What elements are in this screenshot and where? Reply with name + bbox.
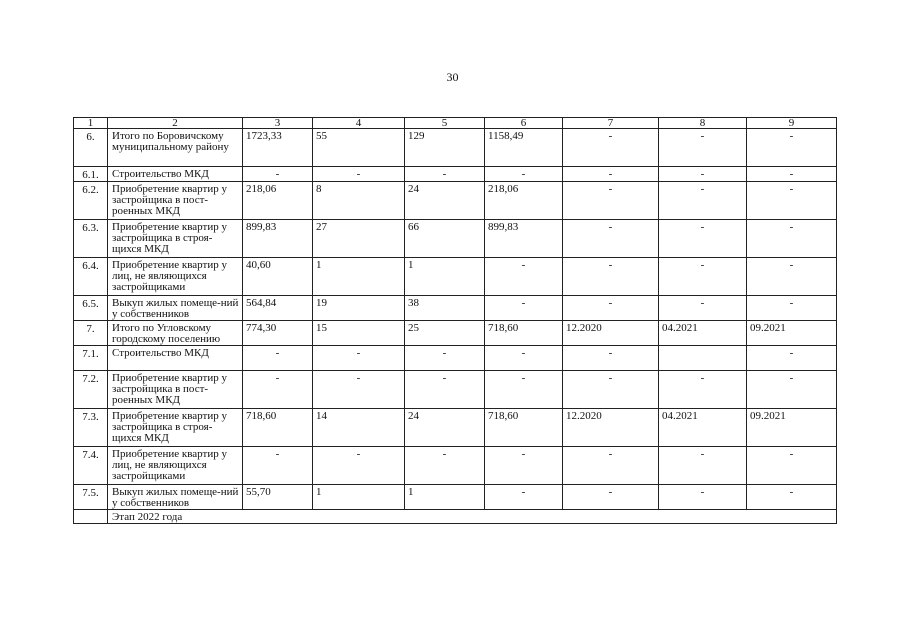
column-header: 2: [108, 118, 243, 129]
cell-value: -: [747, 296, 837, 321]
cell-value: 09.2021: [747, 321, 837, 346]
table-row: [74, 447, 837, 485]
cell-value: -: [747, 129, 837, 167]
row-name: Приобретение квартир у застройщика в строя-щихся МКД: [108, 220, 243, 258]
cell-value: -: [405, 167, 485, 182]
cell-value: [659, 346, 747, 371]
cell-value: 19: [313, 296, 405, 321]
row-name: Итого по Боровичскому муниципальному району: [108, 129, 243, 167]
cell-value: -: [563, 371, 659, 409]
cell-value: 1: [405, 258, 485, 296]
row-name: Строительство МКД: [108, 346, 243, 371]
cell-value: 1: [313, 258, 405, 296]
cell-value: 899,83: [485, 220, 563, 258]
cell-value: -: [563, 258, 659, 296]
cell-value: -: [313, 447, 405, 485]
cell-value: -: [563, 129, 659, 167]
cell-value: -: [659, 167, 747, 182]
cell-value: 38: [405, 296, 485, 321]
cell-value: 40,60: [243, 258, 313, 296]
table-row: [74, 129, 837, 167]
cell-value: 15: [313, 321, 405, 346]
cell-value: -: [659, 220, 747, 258]
cell-value: -: [563, 447, 659, 485]
table-header-row: [74, 118, 837, 129]
cell-value: -: [313, 371, 405, 409]
cell-value: 718,60: [243, 409, 313, 447]
cell-value: 25: [405, 321, 485, 346]
cell-value: 55: [313, 129, 405, 167]
cell-value: 564,84: [243, 296, 313, 321]
row-name: Выкуп жилых помеще-ний у собственников: [108, 485, 243, 510]
cell-value: -: [659, 485, 747, 510]
table-row: [74, 296, 837, 321]
cell-value: -: [563, 182, 659, 220]
cell-value: 718,60: [485, 409, 563, 447]
cell-value: 1158,49: [485, 129, 563, 167]
column-header: 1: [74, 118, 108, 129]
resettlement-table: [73, 117, 837, 524]
cell-value: 12.2020: [563, 321, 659, 346]
cell-value: -: [747, 447, 837, 485]
cell-value: -: [659, 447, 747, 485]
row-number: 6.5.: [74, 296, 108, 321]
cell-value: -: [659, 371, 747, 409]
cell-value: -: [747, 371, 837, 409]
cell-value: 1723,33: [243, 129, 313, 167]
cell-value: 1: [313, 485, 405, 510]
cell-value: -: [243, 447, 313, 485]
cell-value: -: [243, 346, 313, 371]
cell-value: 218,06: [243, 182, 313, 220]
cell-value: 24: [405, 409, 485, 447]
row-number: [74, 510, 108, 524]
cell-value: 218,06: [485, 182, 563, 220]
cell-value: -: [747, 485, 837, 510]
cell-value: 04.2021: [659, 321, 747, 346]
row-number: 7.5.: [74, 485, 108, 510]
cell-value: 24: [405, 182, 485, 220]
table-row: [74, 485, 837, 510]
table-row: [74, 258, 837, 296]
cell-value: -: [563, 167, 659, 182]
cell-value: -: [747, 182, 837, 220]
row-number: 7.4.: [74, 447, 108, 485]
row-name: Приобретение квартир у лиц, не являющихся застройщиками: [108, 447, 243, 485]
table-row: [74, 321, 837, 346]
column-header: 6: [485, 118, 563, 129]
row-name: Итого по Угловскому городскому поселению: [108, 321, 243, 346]
row-number: 6.1.: [74, 167, 108, 182]
cell-value: -: [485, 296, 563, 321]
row-name: Приобретение квартир у лиц, не являющихся застройщиками: [108, 258, 243, 296]
row-number: 7.1.: [74, 346, 108, 371]
column-header: 3: [243, 118, 313, 129]
cell-value: 55,70: [243, 485, 313, 510]
row-number: 7.2.: [74, 371, 108, 409]
cell-value: 8: [313, 182, 405, 220]
cell-value: -: [563, 296, 659, 321]
row-number: 6.4.: [74, 258, 108, 296]
cell-value: 718,60: [485, 321, 563, 346]
row-number: 6.: [74, 129, 108, 167]
page-number: 30: [446, 70, 459, 84]
cell-value: -: [485, 258, 563, 296]
cell-value: -: [563, 220, 659, 258]
cell-value: 12.2020: [563, 409, 659, 447]
stage-row: [74, 510, 837, 524]
cell-value: 27: [313, 220, 405, 258]
cell-value: -: [405, 447, 485, 485]
cell-value: 1: [405, 485, 485, 510]
cell-value: -: [659, 258, 747, 296]
row-number: 6.2.: [74, 182, 108, 220]
row-name: Строительство МКД: [108, 167, 243, 182]
column-header: 9: [747, 118, 837, 129]
column-header: 4: [313, 118, 405, 129]
cell-value: -: [485, 371, 563, 409]
cell-value: 774,30: [243, 321, 313, 346]
row-name: Приобретение квартир у застройщика в строя-щихся МКД: [108, 409, 243, 447]
cell-value: 09.2021: [747, 409, 837, 447]
cell-value: -: [485, 167, 563, 182]
cell-value: 899,83: [243, 220, 313, 258]
cell-value: -: [659, 296, 747, 321]
cell-value: -: [313, 346, 405, 371]
row-name: Выкуп жилых помеще-ний у собственников: [108, 296, 243, 321]
table-row: [74, 371, 837, 409]
cell-value: -: [659, 129, 747, 167]
row-number: 7.: [74, 321, 108, 346]
table-row: [74, 182, 837, 220]
row-number: 7.3.: [74, 409, 108, 447]
cell-value: -: [485, 485, 563, 510]
cell-value: -: [243, 371, 313, 409]
cell-value: 14: [313, 409, 405, 447]
row-name: Приобретение квартир у застройщика в пост-роенных МКД: [108, 182, 243, 220]
table-row: [74, 346, 837, 371]
cell-value: -: [659, 182, 747, 220]
cell-value: -: [405, 371, 485, 409]
cell-value: 129: [405, 129, 485, 167]
cell-value: -: [747, 167, 837, 182]
cell-value: -: [313, 167, 405, 182]
table-row: [74, 220, 837, 258]
cell-value: -: [747, 258, 837, 296]
table-row: [74, 409, 837, 447]
column-header: 8: [659, 118, 747, 129]
row-name: Приобретение квартир у застройщика в пост-роенных МКД: [108, 371, 243, 409]
cell-value: 04.2021: [659, 409, 747, 447]
column-header: 5: [405, 118, 485, 129]
cell-value: -: [485, 447, 563, 485]
cell-value: -: [563, 485, 659, 510]
cell-value: -: [747, 220, 837, 258]
cell-value: -: [747, 346, 837, 371]
cell-value: -: [563, 346, 659, 371]
column-header: 7: [563, 118, 659, 129]
table-row: [74, 167, 837, 182]
cell-value: -: [485, 346, 563, 371]
cell-value: 66: [405, 220, 485, 258]
cell-value: -: [243, 167, 313, 182]
row-number: 6.3.: [74, 220, 108, 258]
stage-label: Этап 2022 года: [108, 510, 837, 524]
cell-value: -: [405, 346, 485, 371]
